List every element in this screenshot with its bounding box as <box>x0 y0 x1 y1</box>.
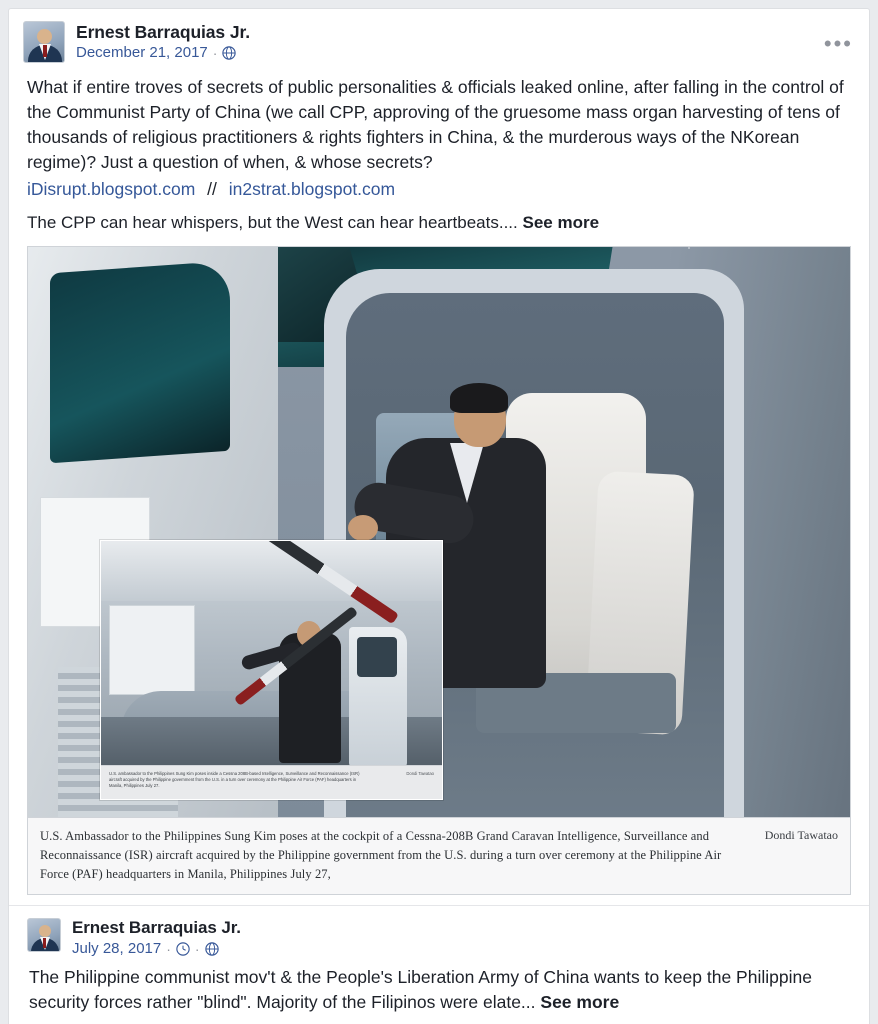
shared-meta-separator-2: · <box>194 940 200 957</box>
see-more-link[interactable]: See more <box>522 213 600 232</box>
shared-post-header-text <box>72 918 241 957</box>
shared-avatar[interactable] <box>27 918 61 952</box>
shared-avatar-tie <box>43 938 46 948</box>
post-tail-block <box>9 202 869 246</box>
post-meta <box>76 44 250 61</box>
cockpit-photo <box>28 247 850 817</box>
ambassador-hair <box>450 383 508 413</box>
shared-post-date[interactable]: July 28, 2017 <box>72 940 162 957</box>
facebook-post-card <box>8 8 870 1024</box>
avatar-head <box>37 29 52 44</box>
photo-caption-text: U.S. Ambassador to the Philippines Sung Kim poses at the cockpit of a Cessna-208B Grand Caravan Intelligence, Surveillance and Reconnaissance (ISR) aircraft acquired by the Philippine government from the U.S. during a turn over ceremony at the Philippine Air Force (PAF) headquarters in Manila, Philippines July 27, <box>40 829 722 881</box>
shared-post-header <box>27 918 851 957</box>
post-date[interactable]: December 21, 2017 <box>76 44 208 61</box>
inset-photo[interactable] <box>100 540 443 800</box>
hangar-shelf <box>109 605 195 695</box>
globe-icon[interactable] <box>222 46 236 60</box>
clock-icon[interactable] <box>176 942 190 956</box>
photo-caption-bar <box>27 818 851 895</box>
post-link-1[interactable]: iDisrupt.blogspot.com <box>27 179 196 199</box>
post-header <box>9 9 869 67</box>
avatar-tie <box>43 45 47 57</box>
inset-caption-bar <box>101 765 442 799</box>
aircraft-window <box>357 637 397 677</box>
post-links <box>27 176 851 202</box>
post-header-text <box>76 21 250 61</box>
ambassador-hand <box>348 515 378 541</box>
photo-caption-credit: Dondi Tawatao <box>764 828 838 842</box>
inset-caption-credit: Dondi Tawatao <box>406 771 434 776</box>
shared-meta-separator: · <box>166 940 171 957</box>
post-photo[interactable] <box>27 246 851 818</box>
door-window <box>50 261 230 464</box>
shared-post <box>9 905 869 1024</box>
shared-avatar-head <box>39 925 51 937</box>
ellipsis-icon[interactable]: ••• <box>823 31 853 56</box>
shared-post-meta <box>72 940 241 957</box>
globe-icon[interactable] <box>205 942 219 956</box>
link-separator: // <box>207 179 217 199</box>
meta-separator: · <box>212 44 218 61</box>
inset-caption-text: U.S. ambassador to the Philippines Sung Kim poses inside a Cessna 208B-based Intelligence, Surveillance and Reconnaissance (ISR) aircraft acquired by the Philippine government from the U.S. in a turn over ceremony at the Philippine Air Force (PAF) headquarters in Manila, Philippines July 27. <box>109 771 360 788</box>
hangar-ceiling <box>101 541 442 601</box>
post-text-block <box>9 67 869 202</box>
post-tail-text: The CPP can hear whispers, but the West can hear heartbeats.... <box>27 213 518 232</box>
avatar[interactable] <box>23 21 65 63</box>
shared-post-body <box>27 957 851 1015</box>
shared-post-text: The Philippine communist mov't & the People's Liberation Army of China wants to keep the Philippine security forces rather "blind". Majority of the Filipinos were elate... <box>29 967 812 1012</box>
post-text: What if entire troves of secrets of public personalities & officials leaked online, after falling in the control of the Communist Party of China (we call CPP, approving of the gruesome mass organ harvesting of tens of thousands of religious practitioners & rights fighters in China, & the murderous ways of the NKorean regime)? Just a question of when, & whose secrets? <box>27 77 844 172</box>
post-author-name[interactable]: Ernest Barraquias Jr. <box>76 22 250 42</box>
shared-post-author-name[interactable]: Ernest Barraquias Jr. <box>72 918 241 937</box>
post-link-2[interactable]: in2strat.blogspot.com <box>228 179 396 199</box>
shared-see-more-link[interactable]: See more <box>540 992 620 1012</box>
